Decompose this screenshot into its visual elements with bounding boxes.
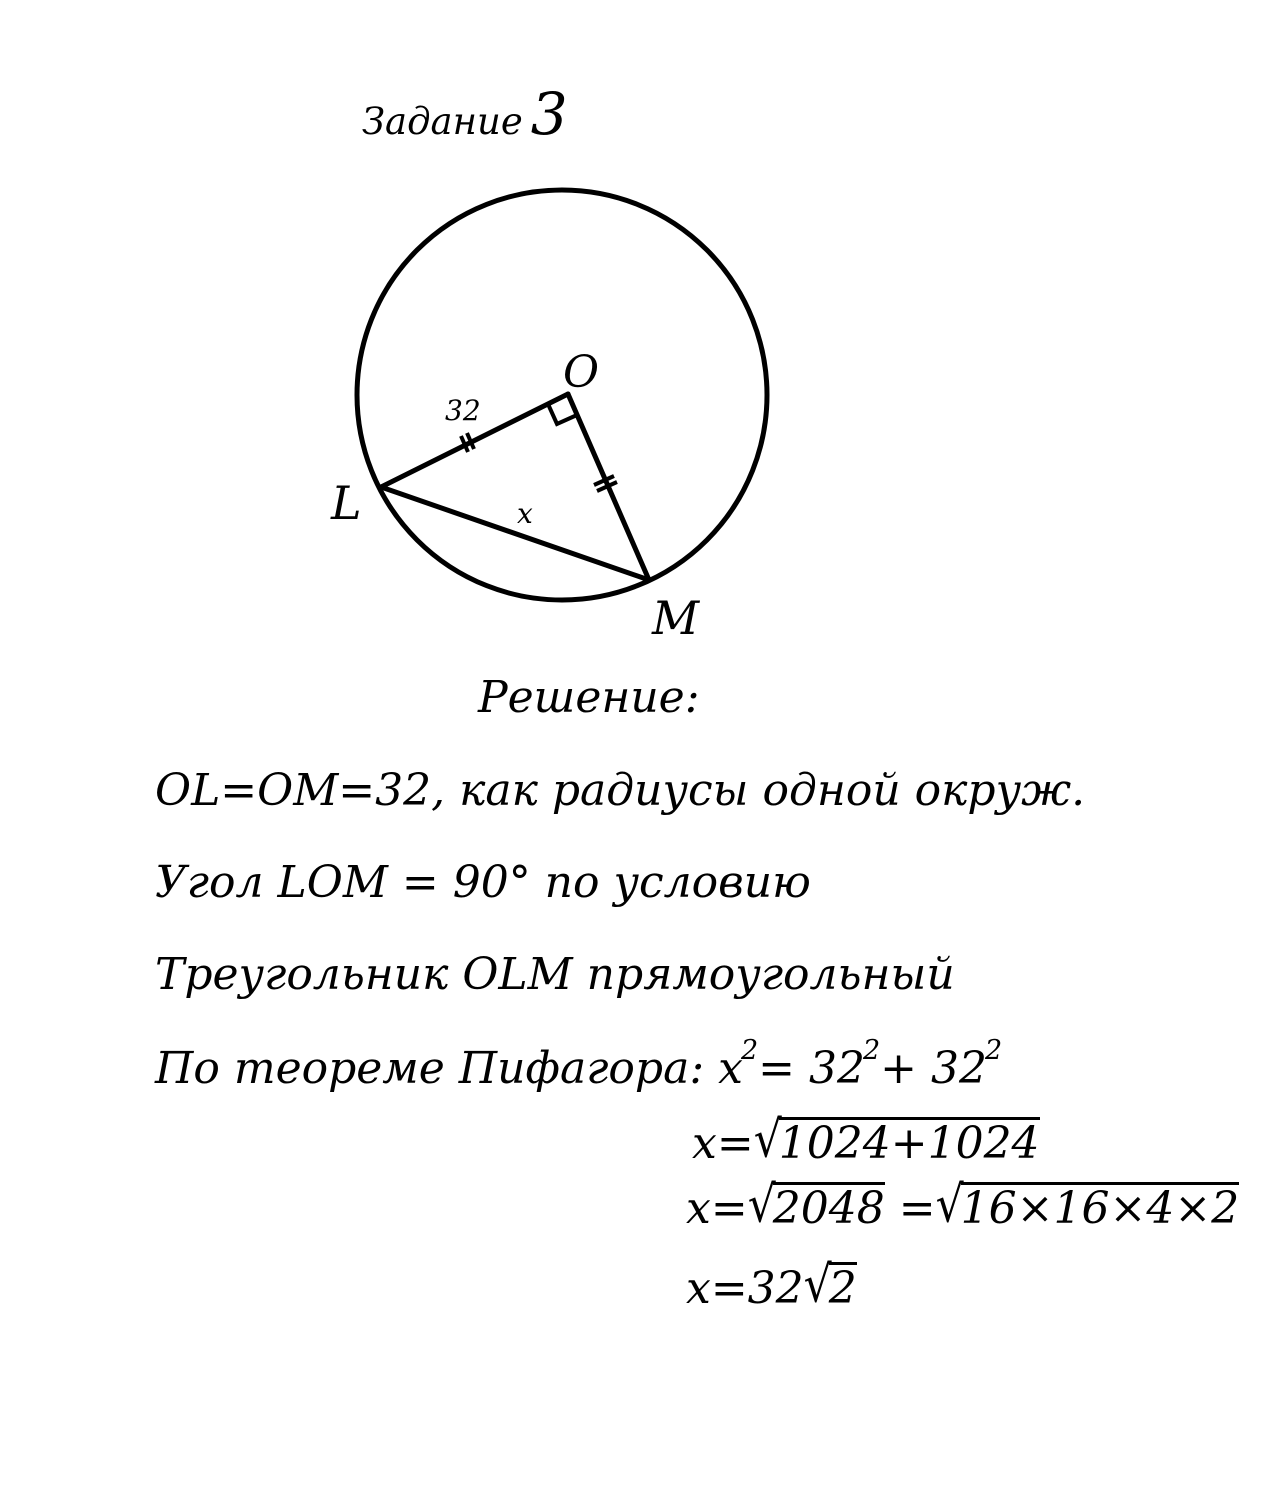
solution-heading: Решение: xyxy=(478,672,700,723)
point-m-label: M xyxy=(652,591,700,645)
radical-sign: √ xyxy=(803,1255,832,1314)
sqrt-1024-1024 xyxy=(753,1110,1040,1169)
radicand-1: 1024+1024 xyxy=(778,1118,1040,1169)
task-number: 3 xyxy=(530,80,568,148)
calc-step-2 xyxy=(686,1175,1240,1234)
solution-line-radii: OL=OM=32, как радиусы одной окруж. xyxy=(155,765,1086,816)
sqrt-2048 xyxy=(747,1175,885,1234)
chord-length-label: x xyxy=(517,497,533,530)
calc-step-1-lhs: x= xyxy=(692,1118,754,1169)
pythagoras-equation xyxy=(155,1035,1003,1094)
pythagoras-term-2: + 32 xyxy=(880,1043,988,1094)
circle-figure xyxy=(0,0,1287,700)
sqrt-product xyxy=(935,1175,1240,1234)
calc-step-1 xyxy=(692,1110,1040,1169)
pythagoras-term-1: = 32 xyxy=(758,1043,865,1094)
point-l-label: L xyxy=(331,476,362,530)
calc-step-2-lhs: x= xyxy=(686,1183,748,1234)
radius-length-label: 32 xyxy=(445,394,481,427)
exponent-b: 2 xyxy=(985,1035,1003,1066)
task-title-word: Задание xyxy=(362,100,523,143)
exponent-a: 2 xyxy=(862,1035,881,1066)
solution-line-angle: Угол LOM = 90° по условию xyxy=(155,857,811,908)
calc-step-3-lhs: x=32 xyxy=(686,1263,804,1314)
radicand-2: 2 xyxy=(828,1263,857,1314)
pythagoras-prefix: По теореме Пифагора: x xyxy=(155,1043,743,1094)
calc-step-3 xyxy=(686,1255,857,1314)
radical-sign: √ xyxy=(747,1175,776,1234)
radical-sign: √ xyxy=(753,1110,782,1169)
point-o-label: O xyxy=(563,347,600,398)
exponent-x: 2 xyxy=(740,1035,759,1066)
radicand-product: 16×16×4×2 xyxy=(960,1183,1240,1234)
calc-step-2-equals: = xyxy=(884,1183,936,1234)
solution-line-triangle: Треугольник OLM прямоугольный xyxy=(155,949,955,1000)
chord-lm xyxy=(381,487,649,580)
sqrt-2 xyxy=(803,1255,857,1314)
radical-sign: √ xyxy=(935,1175,964,1234)
radicand-2048: 2048 xyxy=(772,1183,885,1234)
